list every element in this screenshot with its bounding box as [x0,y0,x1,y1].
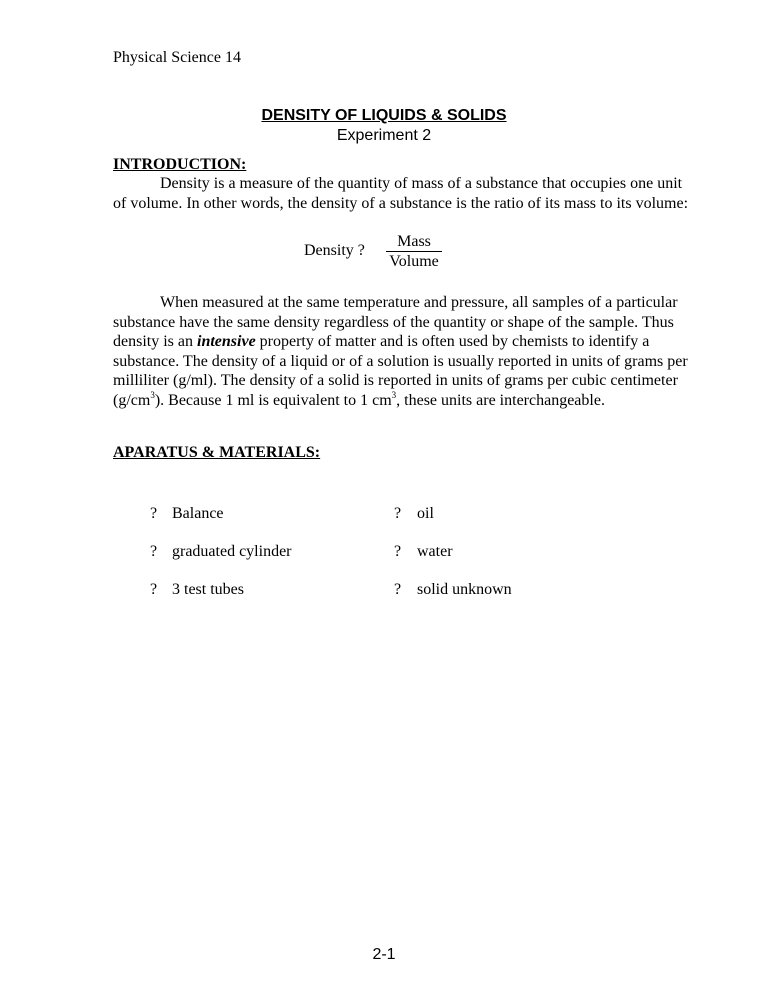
material-item: oil [417,505,434,522]
page-header: Physical Science 14 [113,49,241,66]
emphasis-intensive: intensive [197,333,256,350]
text: property of matter and is often used by chemists to identify a [255,333,650,350]
material-item: Balance [172,505,224,522]
para-line: substance. The density of a liquid or of a solution is usually reported in units of grams per [113,353,688,370]
density-formula [386,232,442,272]
bullet-icon: ? [150,581,158,598]
bullet-icon: ? [150,543,158,560]
para-line: When measured at the same temperature and pressure, all samples of a particular [160,294,678,311]
bullet-icon: ? [394,505,402,522]
material-item: solid unknown [417,581,512,598]
material-item: water [417,543,453,560]
text: , these units are interchangeable. [396,392,605,409]
materials-heading: APARATUS & MATERIALS: [113,444,321,461]
text: (g/cm [113,392,151,409]
document-title: DENSITY OF LIQUIDS & SOLIDS [261,107,507,124]
page-number: 2-1 [372,946,396,963]
introduction-heading: INTRODUCTION: [113,156,247,173]
para-line: milliliter (g/ml). The density of a solid is reported in units of grams per cubic centimeter [113,372,678,389]
para-line: substance have the same density regardless of the quantity or shape of the sample. Thus [113,314,674,331]
document-subtitle: Experiment 2 [336,127,432,144]
intro-line: Density is a measure of the quantity of mass of a substance that occupies one unit [160,175,683,192]
formula-lhs: Density ? [304,242,365,259]
bullet-icon: ? [394,581,402,598]
text: density is an [113,333,197,350]
material-item: graduated cylinder [172,543,292,560]
bullet-icon: ? [394,543,402,560]
intro-line: of volume. In other words, the density of a substance is the ratio of its mass to its volume: [113,195,689,212]
formula-numerator: Mass [386,232,442,252]
para-line [113,332,649,352]
material-item: 3 test tubes [172,581,244,598]
para-line [113,391,605,411]
superscript: 3 [391,390,397,400]
bullet-icon: ? [150,505,158,522]
formula-denominator: Volume [389,253,439,270]
text: ). Because 1 ml is equivalent to 1 cm [154,392,392,409]
superscript: 3 [150,390,155,400]
